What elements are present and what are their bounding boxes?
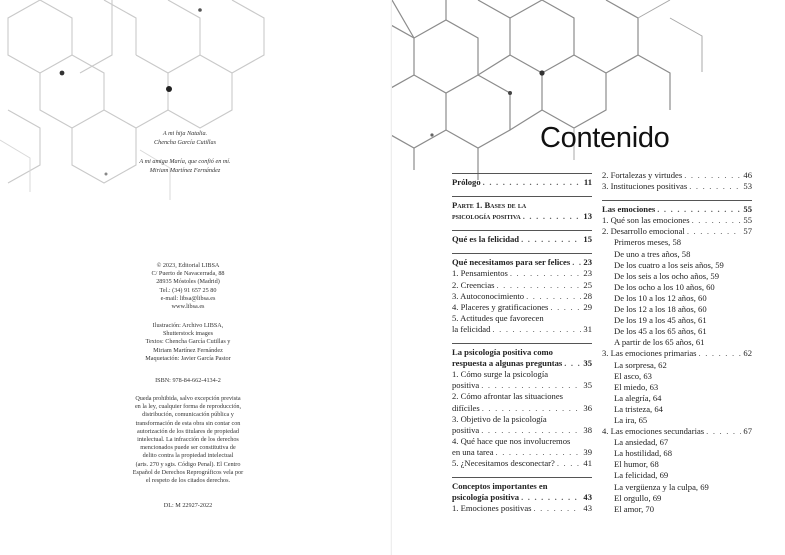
colophon-line: e-mail: libsa@libsa.es — [160, 294, 216, 302]
leader-dots — [550, 302, 581, 313]
toc-subentry: La tristeza, 64 — [614, 403, 663, 414]
toc-entry — [602, 348, 752, 359]
toc-entry — [452, 268, 592, 279]
toc-subentry: De los cuatro a los seis años, 59 — [614, 259, 724, 270]
leader-dots — [510, 268, 582, 279]
leader-dots — [699, 348, 742, 359]
toc-subentry: De los ocho a los 10 años, 60 — [614, 281, 715, 292]
toc-subentry: De los 19 a los 45 años, 61 — [614, 315, 707, 326]
toc-entry — [452, 403, 592, 414]
toc-entry-title: 1. Qué son las emociones — [602, 215, 690, 226]
toc-title: Contenido — [540, 122, 670, 154]
toc-entry-title: positiva — [452, 424, 480, 435]
leader-dots — [689, 181, 741, 192]
toc-entry-page: 25 — [583, 279, 592, 290]
legal-notice — [108, 395, 268, 485]
toc-entry-page: 36 — [583, 402, 592, 413]
leader-dots — [657, 204, 741, 215]
colophon-line: 28935 Móstoles (Madrid) — [156, 278, 220, 286]
toc-entry-title: Qué necesitamos para ser felices — [452, 257, 571, 268]
credits-block — [108, 322, 268, 363]
toc-subentry: La vergüenza y la culpa, 69 — [614, 481, 709, 492]
toc-entry-page: 38 — [583, 424, 592, 435]
toc-entry — [452, 211, 592, 222]
toc-subentry: El orgullo, 69 — [614, 492, 662, 503]
leader-dots — [521, 492, 581, 503]
toc-entry-page: 39 — [583, 446, 592, 457]
toc-subentry: La sorpresa, 62 — [614, 359, 667, 370]
toc-entry — [602, 170, 752, 181]
leader-dots — [533, 503, 581, 514]
toc-entry-title: Prólogo — [452, 177, 481, 187]
toc-section — [452, 343, 592, 369]
legal-line: transformación de esta obra sin contar con — [135, 419, 241, 427]
toc-entry-title: 4. Las emociones secundarias — [602, 426, 705, 437]
toc-column-left — [452, 170, 592, 514]
toc-entry-page: 31 — [583, 323, 592, 334]
toc-section — [452, 477, 592, 503]
toc-entry-title: 1. Emociones positivas — [452, 503, 532, 514]
leader-dots — [481, 425, 581, 436]
toc-entry — [452, 458, 592, 469]
colophon-line: Textos: Chencha García Cutillas y — [145, 338, 231, 346]
toc-entry — [602, 426, 752, 437]
dedication-line: A mi amiga María, que confió en mí. — [139, 158, 231, 165]
toc-entry-title: positiva — [452, 380, 480, 391]
toc-entry-title: 4. Placeres y gratificaciones — [452, 301, 549, 312]
toc-entry-title: 2. Cómo afrontar las situaciones — [452, 391, 563, 402]
toc-entry-title: 1. Pensamientos — [452, 268, 508, 279]
toc-entry-page: 43 — [583, 503, 592, 514]
legal-line: (arts. 270 y sgts. Código Penal). El Centro — [135, 460, 241, 468]
toc-entry-page: 35 — [583, 380, 592, 391]
toc-entry-title: 2. Fortalezas y virtudes — [602, 170, 683, 180]
toc-subentry: A partir de los 65 años, 61 — [614, 337, 705, 348]
toc-entry-page: 41 — [583, 457, 592, 468]
dedication-line: Chencha García Cutillas — [154, 138, 216, 146]
toc-entry-page: 23 — [583, 257, 592, 268]
toc-entry-title: 3. Autoconocimiento — [452, 290, 525, 301]
toc-entry-page: 67 — [743, 426, 752, 437]
toc-entry-title: Qué es la felicidad — [452, 234, 520, 245]
dedication-line: A mi hija Natalia. — [162, 130, 208, 137]
toc-part-heading — [452, 196, 592, 222]
legal-deposit: DL: M 22927-2022 — [163, 502, 213, 509]
dedication-line: Miriam Martínez Fernández — [149, 166, 221, 174]
colophon-line: www.libsa.es — [171, 303, 205, 311]
toc-entry-title: en una tarea — [452, 446, 494, 457]
toc-subentry: La hostilidad, 68 — [614, 448, 672, 459]
toc-entry — [452, 447, 592, 458]
toc-entry-page: 46 — [743, 170, 752, 180]
colophon-line: © 2023, Editorial LIBSA — [156, 262, 220, 269]
toc-entry-page: 28 — [583, 290, 592, 301]
dedication-1 — [110, 130, 260, 147]
toc-entry — [452, 358, 592, 369]
toc-entry-page: 55 — [743, 204, 752, 215]
toc-entry-title: 5. Actitudes que favorecen — [452, 312, 544, 323]
leader-dots — [483, 177, 582, 188]
toc-entry-title: Parte 1. Bases de la — [452, 200, 527, 211]
toc-entry — [602, 181, 752, 192]
legal-line: mencionados puede ser constitutiva de — [140, 444, 236, 452]
toc-entry-page: 29 — [583, 301, 592, 312]
toc-entry-page: 43 — [583, 492, 592, 503]
toc-entry — [452, 291, 592, 302]
legal-line: autorización de los titulares de propiedad — [137, 427, 239, 435]
leader-dots — [692, 215, 742, 226]
left-page — [0, 0, 392, 555]
leader-dots — [496, 280, 581, 291]
colophon-line: Ilustración: Archivo LIBSA, — [152, 322, 224, 329]
toc-entry — [452, 492, 592, 503]
toc-subentry: De los 45 a los 65 años, 61 — [614, 326, 707, 337]
toc-subentry: El miedo, 63 — [614, 381, 659, 392]
toc-entry-page: 15 — [583, 234, 592, 245]
toc-entry-title: respuesta a algunas preguntas — [452, 358, 563, 369]
toc-entry-page: 53 — [743, 181, 752, 192]
toc-entry-page: 55 — [743, 215, 752, 226]
toc-entry-title: psicología positiva — [452, 492, 520, 503]
toc-subentry: La alegría, 64 — [614, 392, 662, 403]
leader-dots — [572, 257, 581, 268]
legal-line: el respeto de los citados derechos. — [145, 477, 231, 485]
legal-line: delito contra la propiedad intelectual — [142, 452, 234, 460]
toc-subentry: El asco, 63 — [614, 370, 652, 381]
publisher-block — [108, 262, 268, 311]
toc-entry — [452, 173, 592, 188]
geometric-cube-pattern — [0, 0, 392, 210]
toc-entry — [602, 215, 752, 226]
leader-dots — [482, 403, 582, 414]
toc-entry — [452, 302, 592, 313]
toc-entry — [452, 253, 592, 268]
toc-entry-page: 13 — [583, 211, 592, 222]
colophon-line: C/ Puerto de Navacerrada, 88 — [151, 270, 225, 278]
leader-dots — [557, 458, 582, 469]
toc-entry — [452, 324, 592, 335]
toc-entry — [452, 425, 592, 436]
leader-dots — [496, 447, 582, 458]
toc-entry — [602, 226, 752, 237]
leader-dots — [481, 380, 581, 391]
toc-entry-title: Las emociones — [602, 204, 656, 215]
toc-subentry: Primeros meses, 58 — [614, 237, 682, 248]
leader-dots — [521, 234, 581, 245]
toc-entry-title: psicología positiva — [452, 211, 521, 222]
toc-subentry: De uno a tres años, 58 — [614, 248, 691, 259]
right-page — [392, 0, 785, 555]
toc-entry-title: la felicidad — [452, 323, 491, 334]
toc-subentry: El amor, 70 — [614, 503, 654, 514]
toc-entry-title: 3. Las emociones primarias — [602, 348, 697, 359]
toc-entry-title: 2. Desarrollo emocional — [602, 226, 685, 237]
toc-subentry: La felicidad, 69 — [614, 470, 669, 481]
toc-entry-page: 62 — [743, 348, 752, 359]
isbn: ISBN: 978-84-662-4134-2 — [155, 377, 221, 384]
legal-line: intelectual. La infracción de los derechos — [137, 436, 239, 444]
toc-entry-page: 11 — [583, 177, 592, 187]
toc-entry-title: difíciles — [452, 402, 480, 413]
toc-subentry: De los 12 a los 18 años, 60 — [614, 304, 707, 315]
toc-entry-title: La psicología positiva como — [452, 347, 553, 358]
toc-subentry: La ansiedad, 67 — [614, 437, 669, 448]
toc-entry-title: 3. Instituciones positivas — [602, 181, 688, 192]
toc-entry — [602, 200, 752, 215]
legal-line: distribución, comunicación pública y — [142, 411, 234, 419]
toc-entry — [452, 503, 592, 514]
toc-entry-page: 57 — [743, 226, 752, 237]
toc-subentry: De los 10 a los 12 años, 60 — [614, 292, 707, 303]
leader-dots — [523, 211, 582, 222]
colophon-line: Maquetación: Javier García Pastor — [145, 354, 231, 362]
toc-subentry: El humor, 68 — [614, 459, 659, 470]
colophon-line: Tel.: (34) 91 657 25 80 — [159, 286, 217, 294]
legal-line: en la ley, cualquier forma de reproducción, — [134, 403, 242, 411]
dedication-2 — [110, 158, 260, 175]
colophon-line: Miriam Martínez Fernández — [153, 346, 223, 354]
toc-entry-title: 3. Objetivo de la psicología — [452, 413, 547, 424]
toc-subentry: La ira, 65 — [614, 414, 648, 425]
toc-entry-page: 23 — [583, 268, 592, 279]
toc-entry — [452, 280, 592, 291]
toc-entry-title: 1. Cómo surge la psicología — [452, 369, 549, 380]
leader-dots — [687, 226, 742, 237]
toc-column-right — [602, 170, 752, 515]
toc-entry — [452, 380, 592, 391]
leader-dots — [526, 291, 581, 302]
leader-dots — [684, 170, 741, 181]
toc-entry-page: 35 — [583, 358, 592, 369]
leader-dots — [706, 426, 741, 437]
legal-line: Español de Derechos Reprográficos vela por — [132, 468, 244, 476]
toc-entry-title: 4. Qué hace que nos involucremos — [452, 435, 571, 446]
leader-dots — [564, 358, 581, 369]
toc-entry-title: 2. Creencias — [452, 279, 495, 290]
legal-line: Queda prohibida, salvo excepción prevista — [135, 395, 241, 402]
toc-entry-title: 5. ¿Necesitamos desconectar? — [452, 457, 555, 468]
leader-dots — [492, 324, 581, 335]
colophon-line: Shutterstock images — [162, 330, 213, 338]
toc-entry-title: Conceptos importantes en — [452, 481, 548, 492]
toc-subentry: De los seis a los ocho años, 59 — [614, 270, 720, 281]
toc-entry — [452, 230, 592, 245]
